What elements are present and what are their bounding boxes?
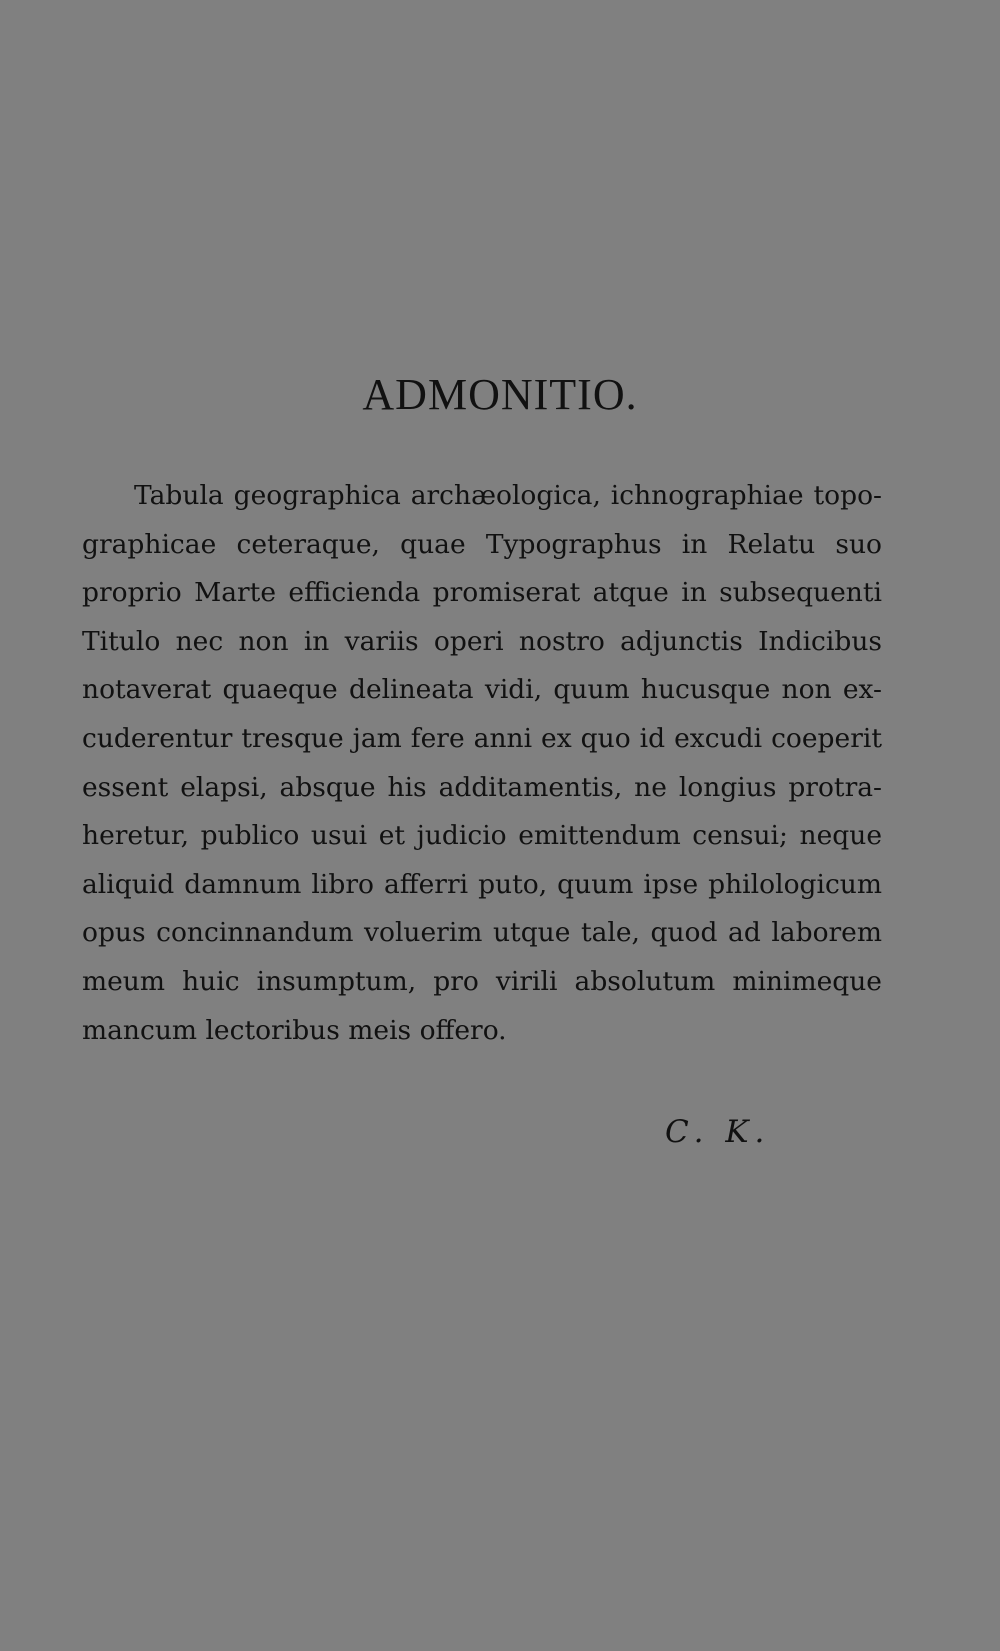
paragraph-line: graphicae ceteraque, quae Typographus in Relatu suo bbox=[82, 528, 882, 560]
admonition-paragraph bbox=[82, 472, 882, 1055]
paragraph-line: meum huic insumptum, pro virili absolutum minimeque bbox=[82, 965, 882, 997]
paragraph-line: cuderentur tresque jam fere anni ex quo id excudi coeperit bbox=[82, 722, 882, 754]
paragraph-line: essent elapsi, absque his additamentis, ne longius protra- bbox=[82, 771, 882, 803]
paragraph-line: notaverat quaeque delineata vidi, quum hucusque non ex- bbox=[82, 674, 882, 706]
paragraph-line: heretur, publico usui et judicio emittendum censui; neque bbox=[82, 820, 882, 852]
paragraph-line: mancum lectoribus meis offero. bbox=[82, 1014, 507, 1046]
paragraph-line: aliquid damnum libro afferri puto, quum ipse philologicum bbox=[82, 868, 882, 900]
paragraph-line: proprio Marte efficienda promiserat atque in subsequenti bbox=[82, 577, 882, 609]
page-title: ADMONITIO. bbox=[362, 370, 638, 419]
paragraph-line: opus concinnandum voluerim utque tale, quod ad laborem bbox=[82, 917, 882, 949]
paragraph-line: Tabula geographica archæologica, ichnographiae topo- bbox=[134, 480, 882, 511]
signature-initials: C. K. bbox=[665, 1114, 771, 1150]
paragraph-line: Titulo nec non in variis operi nostro adjunctis Indicibus bbox=[82, 625, 882, 657]
